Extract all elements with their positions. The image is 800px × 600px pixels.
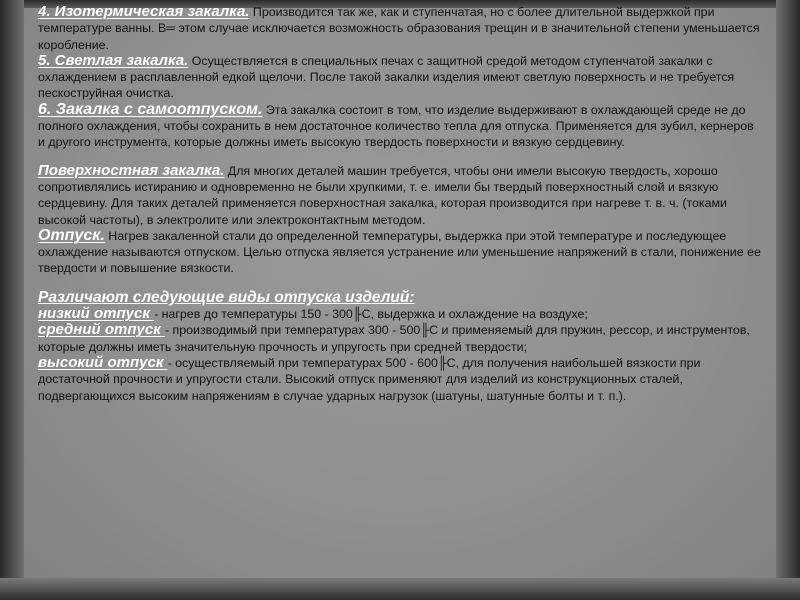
medium-tempering-text: - производимый при температурах 300 - 500╟С и применяемый для пружин, рессор, и инструментов, которые должны иметь значительную прочность и упругость при средней твердости;: [38, 323, 750, 354]
low-tempering-text: - нагрев до температуры 150 - 300╟С, выдержка и охлаждение на воздухе;: [154, 307, 588, 322]
high-tempering-heading: высокий отпуск: [38, 353, 168, 371]
low-tempering-item: [38, 306, 762, 322]
self-tempering-text: Эта закалка состоит в том, что изделие выдерживают в охлаждающей среде не до полного охлаждения, чтобы сохранить в нем достаточное количество тепла для отпуска. Применяется для зубил, кернеров и другого инструмента, которые должны иметь высокую твердость поверхности и вязкую сердцевину.: [38, 102, 754, 150]
bright-quenching-text: Осуществляется в специальных печах с защитной средой методом ступенчатой закалки с охлаждением в расплавленной едкой щелочи. После такой закалки изделия имеют светлую поверхность и не требуется пескоструйная очистка.: [38, 53, 735, 101]
surface-quenching-paragraph: [38, 163, 762, 228]
high-tempering-text: - осуществляемый при температурах 500 - 600╟С, для получения наибольшей вязкости при достаточной прочности и упругости стали. Высокий отпуск применяют для изделий из конструкционных сталей, подвергающихся высоким напряжениям в случае ударных нагрузок (шатуны, шатунные болты и т. п.).: [38, 355, 701, 403]
bright-quenching-paragraph: [38, 53, 762, 102]
tempering-paragraph: [38, 228, 762, 277]
slide-content: [38, 4, 762, 404]
slide-frame-bottom: [0, 578, 800, 600]
self-tempering-heading: 6. Закалка с самоотпуском.: [38, 100, 263, 118]
medium-tempering-heading: средний отпуск: [38, 321, 165, 339]
slide-frame-right: [776, 0, 800, 600]
tempering-types-title: Различают следующие виды отпуска изделий:: [38, 288, 415, 306]
isothermal-quenching-paragraph: [38, 4, 762, 53]
isothermal-quenching-heading: 4. Изотермическая закалка.: [38, 3, 250, 20]
self-tempering-paragraph: [38, 102, 762, 151]
low-tempering-heading: низкий отпуск: [38, 305, 155, 323]
tempering-heading: Отпуск.: [38, 226, 105, 244]
isothermal-quenching-text: Производится так же, как и ступенчатая, но с более длительной выдержкой при температуре ванны. В═ этом случае исключается возможность образования трещин и в значительной степени уменьшается коробление.: [38, 5, 760, 52]
slide-frame-left: [0, 0, 24, 600]
high-tempering-item: [38, 355, 762, 404]
bright-quenching-heading: 5. Светлая закалка.: [38, 51, 189, 69]
surface-quenching-text: Для многих деталей машин требуется, чтобы они имели высокую твердость, хорошо сопротивлялись истиранию и одновременно не были хрупкими, т. е. имели бы твердый поверхностный слой и вязкую сердцевину. Для таких деталей применяется поверхностная закалка, которая производится при нагреве т. в. ч. (токами высокой частоты), в электролите или электроконтактным методом.: [38, 163, 727, 227]
medium-tempering-item: [38, 322, 762, 355]
tempering-text: Нагрев закаленной стали до определенной температуры, выдержка при этой температуре и последующее охлаждение называются отпуском. Целью отпуска является устранение или уменьшение напряжений в стали, понижение ее твердости и повышение вязкости.: [38, 228, 761, 276]
surface-quenching-heading: Поверхностная закалка.: [38, 161, 225, 179]
